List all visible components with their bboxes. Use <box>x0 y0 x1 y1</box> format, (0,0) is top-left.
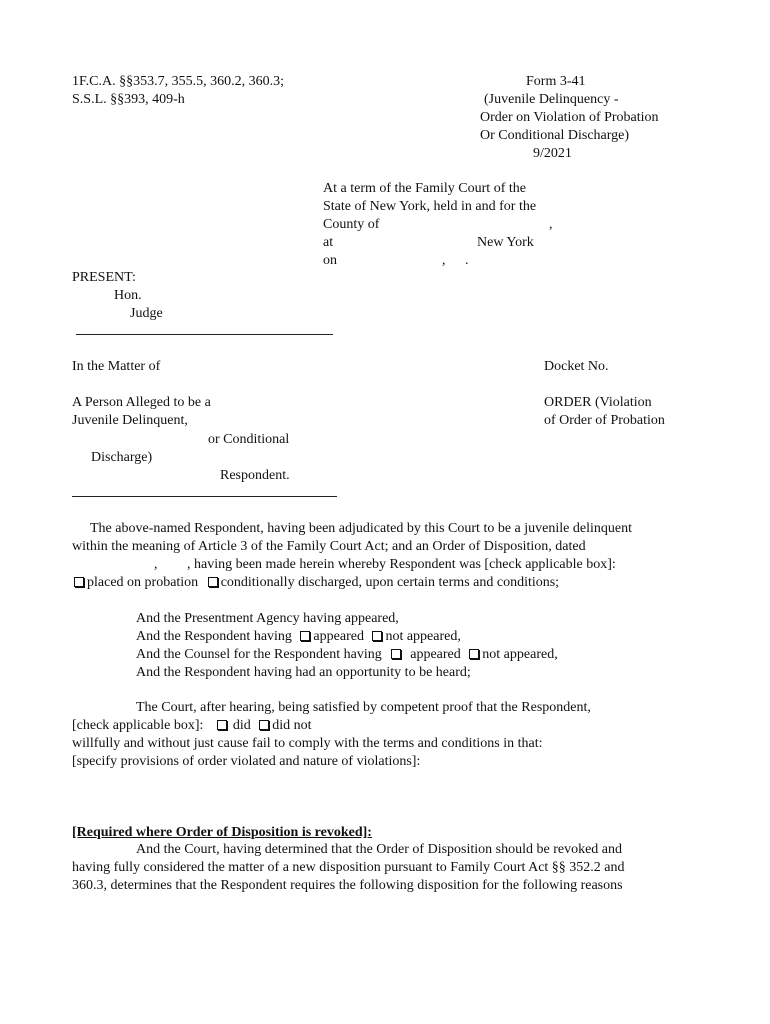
specify-line: [specify provisions of order violated and nature of violations]: <box>72 754 421 769</box>
present-label: PRESENT: <box>72 270 136 285</box>
judge-label: Judge <box>130 306 163 321</box>
discharge-label: Discharge) <box>91 450 153 465</box>
revoked-line1: And the Court, having determined that the Order of Disposition should be revoked and <box>136 842 623 857</box>
respondent-appeared-checkbox[interactable] <box>300 631 310 641</box>
court-after-line: The Court, after hearing, being satisfied by competent proof that the Respondent, <box>136 700 591 715</box>
form-title-line3: Or Conditional Discharge) <box>480 128 630 143</box>
probation-option-label: placed on probation <box>87 575 199 590</box>
conditional-discharge-option-label: conditionally discharged, upon certain terms and conditions; <box>220 575 560 590</box>
form-title-line1: (Juvenile Delinquency - <box>484 92 619 107</box>
revoked-line3: 360.3, determines that the Respondent requires the following disposition for the following reasons <box>72 878 623 893</box>
opportunity-line: And the Respondent having had an opportunity to be heard; <box>136 665 471 680</box>
conditional-discharge-checkbox[interactable] <box>208 577 218 587</box>
did-options-line <box>72 717 312 735</box>
para1-line2: within the meaning of Article 3 of the Family Court Act; and an Order of Disposition, dated <box>72 539 586 554</box>
signature-divider <box>76 334 333 335</box>
counsel-having-label: And the Counsel for the Respondent having <box>136 647 382 662</box>
para1-line3: , having been made herein whereby Respondent was [check applicable box]: <box>187 557 616 572</box>
statute-citation-line2: S.S.L. §§393, 409-h <box>72 92 185 107</box>
required-heading: [Required where Order of Disposition is revoked]: <box>72 825 372 840</box>
did-label: did <box>232 718 251 733</box>
hon-label: Hon. <box>114 288 142 303</box>
caption-divider <box>72 496 337 497</box>
check-box-label: [check applicable box]: <box>72 718 204 733</box>
form-number: Form 3-41 <box>526 74 586 89</box>
respondent-label: Respondent. <box>220 468 290 483</box>
on-label: on <box>323 253 337 268</box>
statute-citation-line1: 1F.C.A. §§353.7, 355.5, 360.2, 360.3; <box>72 74 285 89</box>
county-label: County of <box>323 217 380 232</box>
presentment-line: And the Presentment Agency having appeared, <box>136 611 399 626</box>
counsel-not-appeared-label: not appeared, <box>482 647 558 662</box>
alleged-line1: A Person Alleged to be a <box>72 395 211 410</box>
respondent-appearance-line <box>136 628 461 646</box>
order-title-line1: ORDER (Violation <box>544 395 652 410</box>
did-checkbox[interactable] <box>217 720 227 730</box>
respondent-not-appeared-label: not appeared, <box>385 629 461 644</box>
counsel-appearance-line <box>136 646 558 664</box>
at-label: at <box>323 235 334 250</box>
probation-checkbox[interactable] <box>74 577 84 587</box>
respondent-not-appeared-checkbox[interactable] <box>372 631 382 641</box>
matter-of-label: In the Matter of <box>72 359 161 374</box>
counsel-appeared-label: appeared <box>410 647 461 662</box>
respondent-appeared-label: appeared <box>313 629 364 644</box>
counsel-appeared-checkbox[interactable] <box>391 649 401 659</box>
conditional-label: or Conditional <box>208 432 290 447</box>
date-comma: , <box>442 253 446 268</box>
revoked-line2: having fully considered the matter of a new disposition pursuant to Family Court Act §§ 352.2 and <box>72 860 625 875</box>
docket-number-label: Docket No. <box>544 359 609 374</box>
county-comma: , <box>549 217 553 232</box>
alleged-line2: Juvenile Delinquent, <box>72 413 188 428</box>
did-not-label: did not <box>272 718 312 733</box>
court-term-line1: At a term of the Family Court of the <box>323 181 526 196</box>
date-period: . <box>465 253 469 268</box>
form-title-line2: Order on Violation of Probation <box>480 110 659 125</box>
para1-line3-comma: , <box>154 557 158 572</box>
para1-line1: The above-named Respondent, having been adjudicated by this Court to be a juvenile delinquent <box>90 521 632 536</box>
did-not-checkbox[interactable] <box>259 720 269 730</box>
disposition-options <box>72 574 559 592</box>
counsel-not-appeared-checkbox[interactable] <box>469 649 479 659</box>
willfully-line: willfully and without just cause fail to comply with the terms and conditions in that: <box>72 736 543 751</box>
form-date: 9/2021 <box>533 146 572 161</box>
order-title-line2: of Order of Probation <box>544 413 665 428</box>
court-term-line2: State of New York, held in and for the <box>323 199 537 214</box>
respondent-having-label: And the Respondent having <box>136 629 292 644</box>
state-label: New York <box>477 235 534 250</box>
